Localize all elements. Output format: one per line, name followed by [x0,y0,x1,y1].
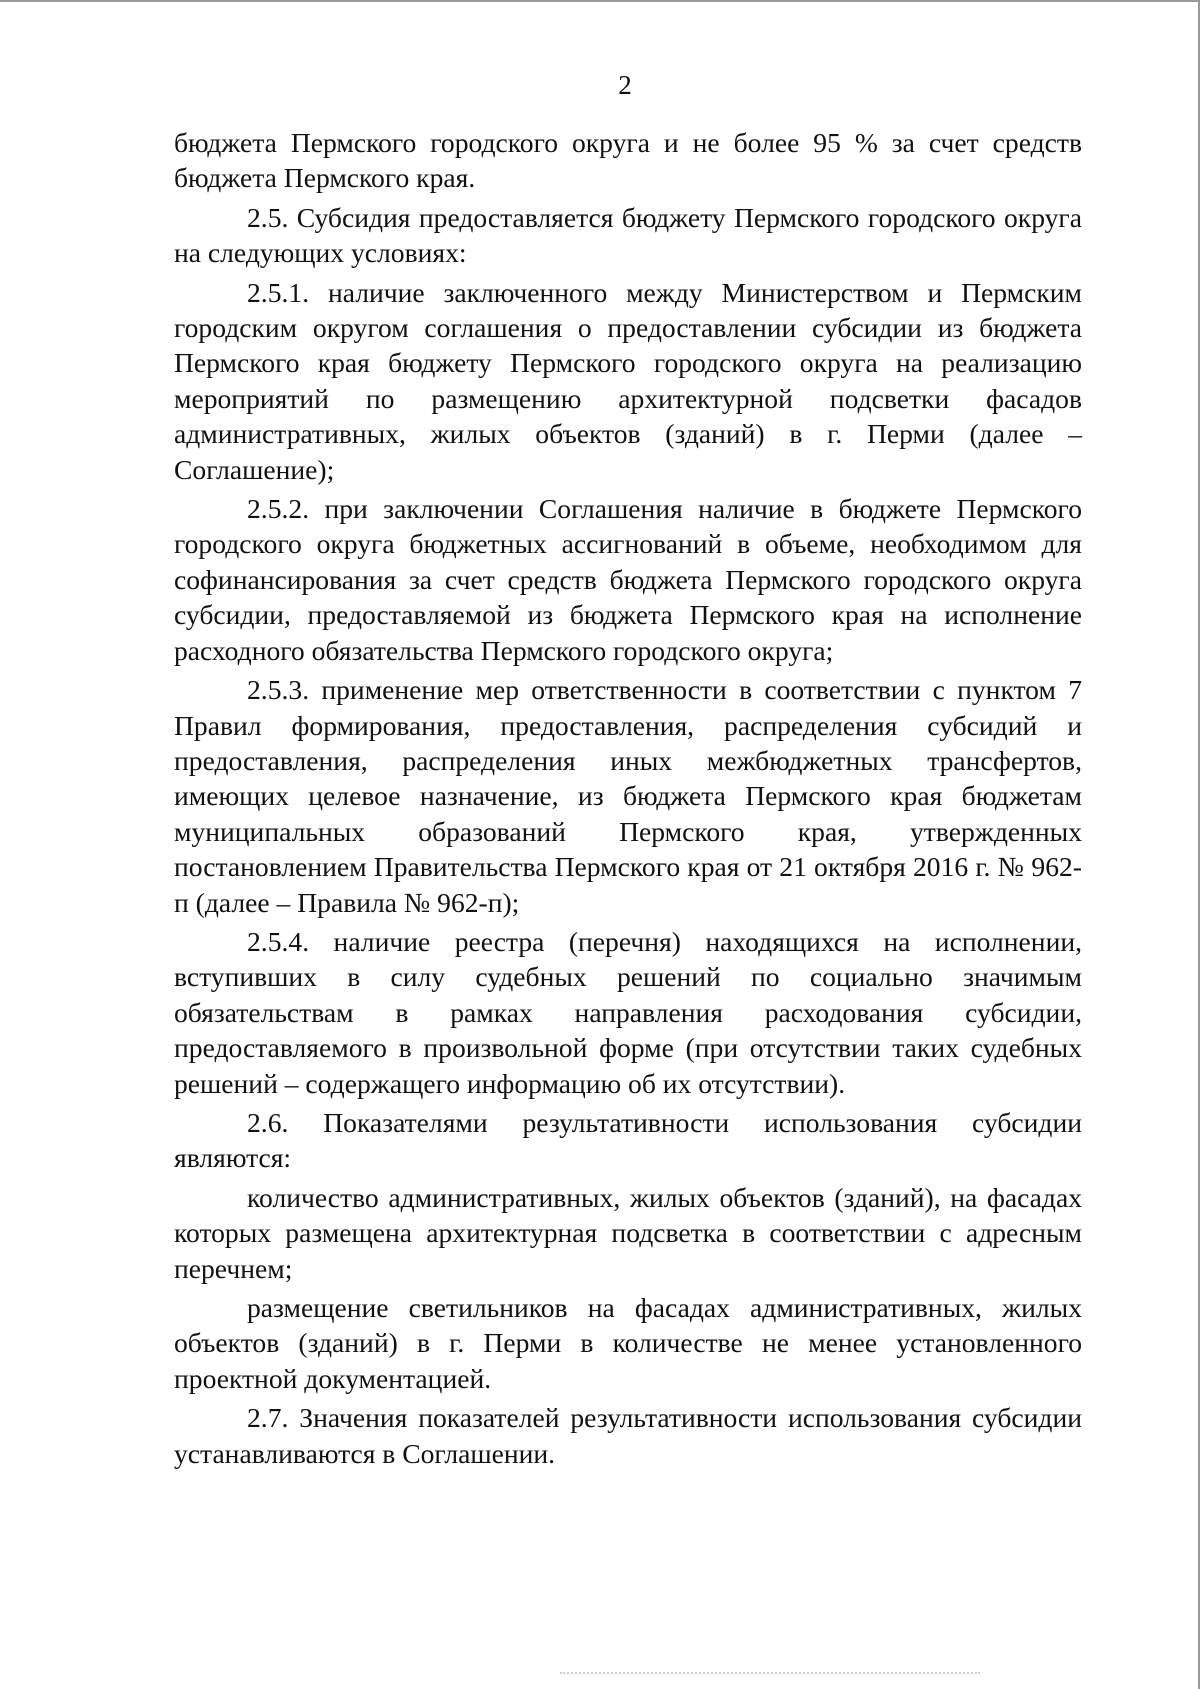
paragraph-2-5-2: 2.5.2. при заключении Соглашения наличие в бюджете Пермского городского округа бюджетных ассигнований в объеме, необходимом для софинансирования за счет средств бюджета Пермского городского округа субсидии, предоставляемой из бюджета Пермского края на исполнение расходного обязательства Пермского городского округа; [174,493,1082,666]
paragraph-2-5: 2.5. Субсидия предоставляется бюджету Пермского городского округа на следующих условиях: [174,201,1082,269]
paragraph-2-6: 2.6. Показателями результативности использования субсидии являются: [174,1106,1082,1174]
paragraph-indicator-2: размещение светильников на фасадах административных, жилых объектов (зданий) в г. Перми в количестве не менее установленного проектной документацией. [174,1292,1082,1394]
paragraph-2-5-1: 2.5.1. наличие заключенного между Министерством и Пермским городским округом соглашения о предоставлении субсидии из бюджета Пермского края бюджету Пермского городского округа на реализацию мероприятий по размещению архитектурной подсветки фасадов административных, жилых объектов (зданий) в г. Перми (далее – Соглашение); [174,276,1082,485]
paragraph-2-5-4: 2.5.4. наличие реестра (перечня) находящихся на исполнении, вступивших в силу судебных решений по социально значимым обязательствам в рамках направления расходования субсидии, предоставляемого в произвольной форме (при отсутствии таких судебных решений – содержащего информацию об их отсутствии). [174,925,1082,1099]
document-body [174,125,1082,1471]
paragraph-2-7: 2.7. Значения показателей результативности использования субсидии устанавливаются в Соглашении. [174,1402,1082,1469]
paragraph-indicator-1: количество административных, жилых объектов (зданий), на фасадах которых размещена архитектурная подсветка в соответствии с адресным перечнем; [174,1181,1082,1284]
paragraph-continuation: бюджета Пермского городского округа и не более 95 % за счет средств бюджета Пермского края. [174,127,1082,194]
paragraph-2-5-3: 2.5.3. применение мер ответственности в соответствии с пунктом 7 Правил формирования, предоставления, распределения субсидий и предоставления, распределения иных межбюджетных трансфертов, имеющих целевое назначение, из бюджета Пермского края бюджетам муниципальных образований Пермского края, утвержденных постановлением Правительства Пермского края от 21 октября 2016 г. № 962-п (далее – Правила № 962-п); [174,674,1082,918]
scan-artifact-divider [560,1672,980,1676]
page-number: 2 [618,70,632,100]
